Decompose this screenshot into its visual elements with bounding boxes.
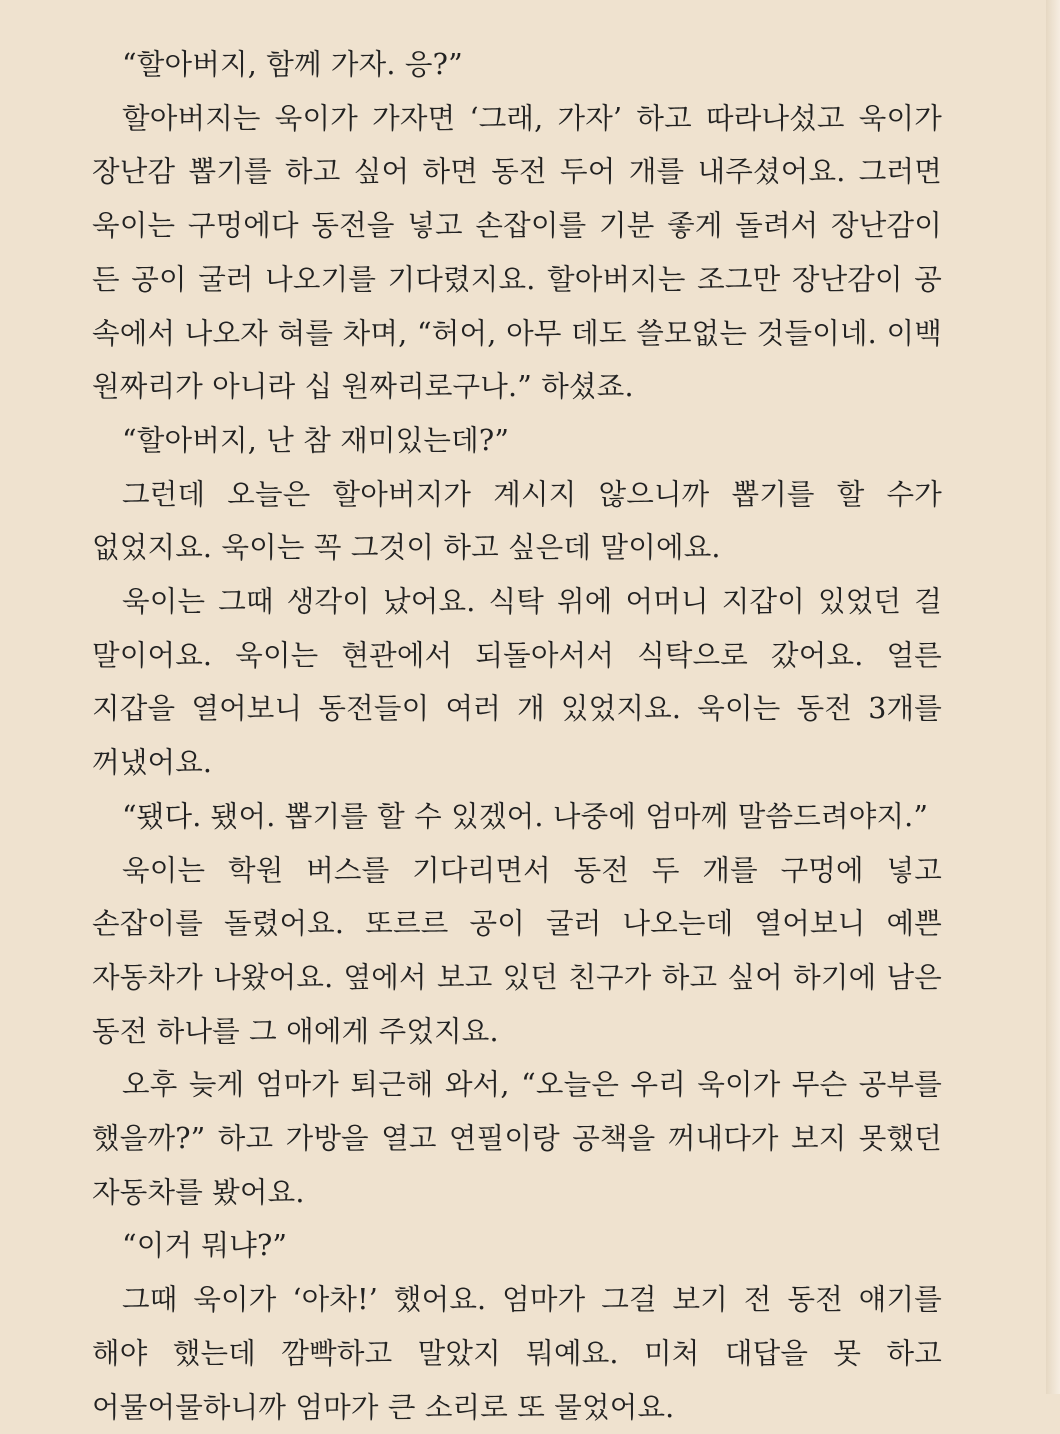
dialogue-paragraph: “됐다. 됐어. 뽑기를 할 수 있겠어. 나중에 엄마께 말씀드려야지.” <box>122 799 929 833</box>
narration-paragraph: 그런데 오늘은 할아버지가 계시지 않으니까 뽑기를 할 수가 없었지요. 욱이는 꼭 그것이 하고 싶은데 말이에요. <box>92 477 942 565</box>
dialogue-paragraph: “이거 뭐냐?” <box>122 1229 288 1263</box>
narration-paragraph: 욱이는 학원 버스를 기다리면서 동전 두 개를 구멍에 넣고 손잡이를 돌렸어요. 또르르 공이 굴러 나오는데 열어보니 예쁜 자동차가 나왔어요. 옆에서 보고 있던 친구가 하고 싶어 하기에 남은 동전 하나를 그 애에게 주었지요. <box>92 853 942 1048</box>
dialogue-paragraph: “할아버지, 함께 가자. 응?” <box>122 48 463 81</box>
narration-paragraph: 오후 늦게 엄마가 퇴근해 와서, “오늘은 우리 욱이가 무슨 공부를 했을까?” 하고 가방을 열고 연필이랑 공책을 꺼내다가 보지 못했던 자동차를 봤어요. <box>92 1068 942 1209</box>
narration-paragraph: 할아버지는 욱이가 가자면 ‘그래, 가자’ 하고 따라나섰고 욱이가 장난감 뽑기를 하고 싶어 하면 동전 두어 개를 내주셨어요. 그러면 욱이는 구멍에다 동전을 넣고 손잡이를 기분 좋게 돌려서 장난감이 든 공이 굴러 나오기를 기다렸지요. 할아버지는 조그만 장난감이 공 속에서 나오자 혀를 차며, “허어, 아무 데도 쓸모없는 것들이네. 이백 원짜리가 아니라 십 원짜리로구나.” 하셨죠. <box>92 101 942 404</box>
dialogue-paragraph: “할아버지, 난 참 재미있는데?” <box>122 423 510 457</box>
body-text <box>92 38 942 1434</box>
narration-paragraph: 욱이는 그때 생각이 났어요. 식탁 위에 어머니 지갑이 있었던 걸 말이어요. 욱이는 현관에서 되돌아서서 식탁으로 갔어요. 얼른 지갑을 열어보니 동전들이 여러 개 있었지요. 욱이는 동전 3개를 꺼냈어요. <box>92 585 942 780</box>
page-edge-shadow <box>1046 0 1060 1394</box>
narration-paragraph: 그때 욱이가 ‘아차!’ 했어요. 엄마가 그걸 보기 전 동전 얘기를 해야 했는데 깜빡하고 말았지 뭐예요. 미처 대답을 못 하고 어물어물하니까 엄마가 큰 소리로 또 물었어요. <box>92 1283 942 1424</box>
